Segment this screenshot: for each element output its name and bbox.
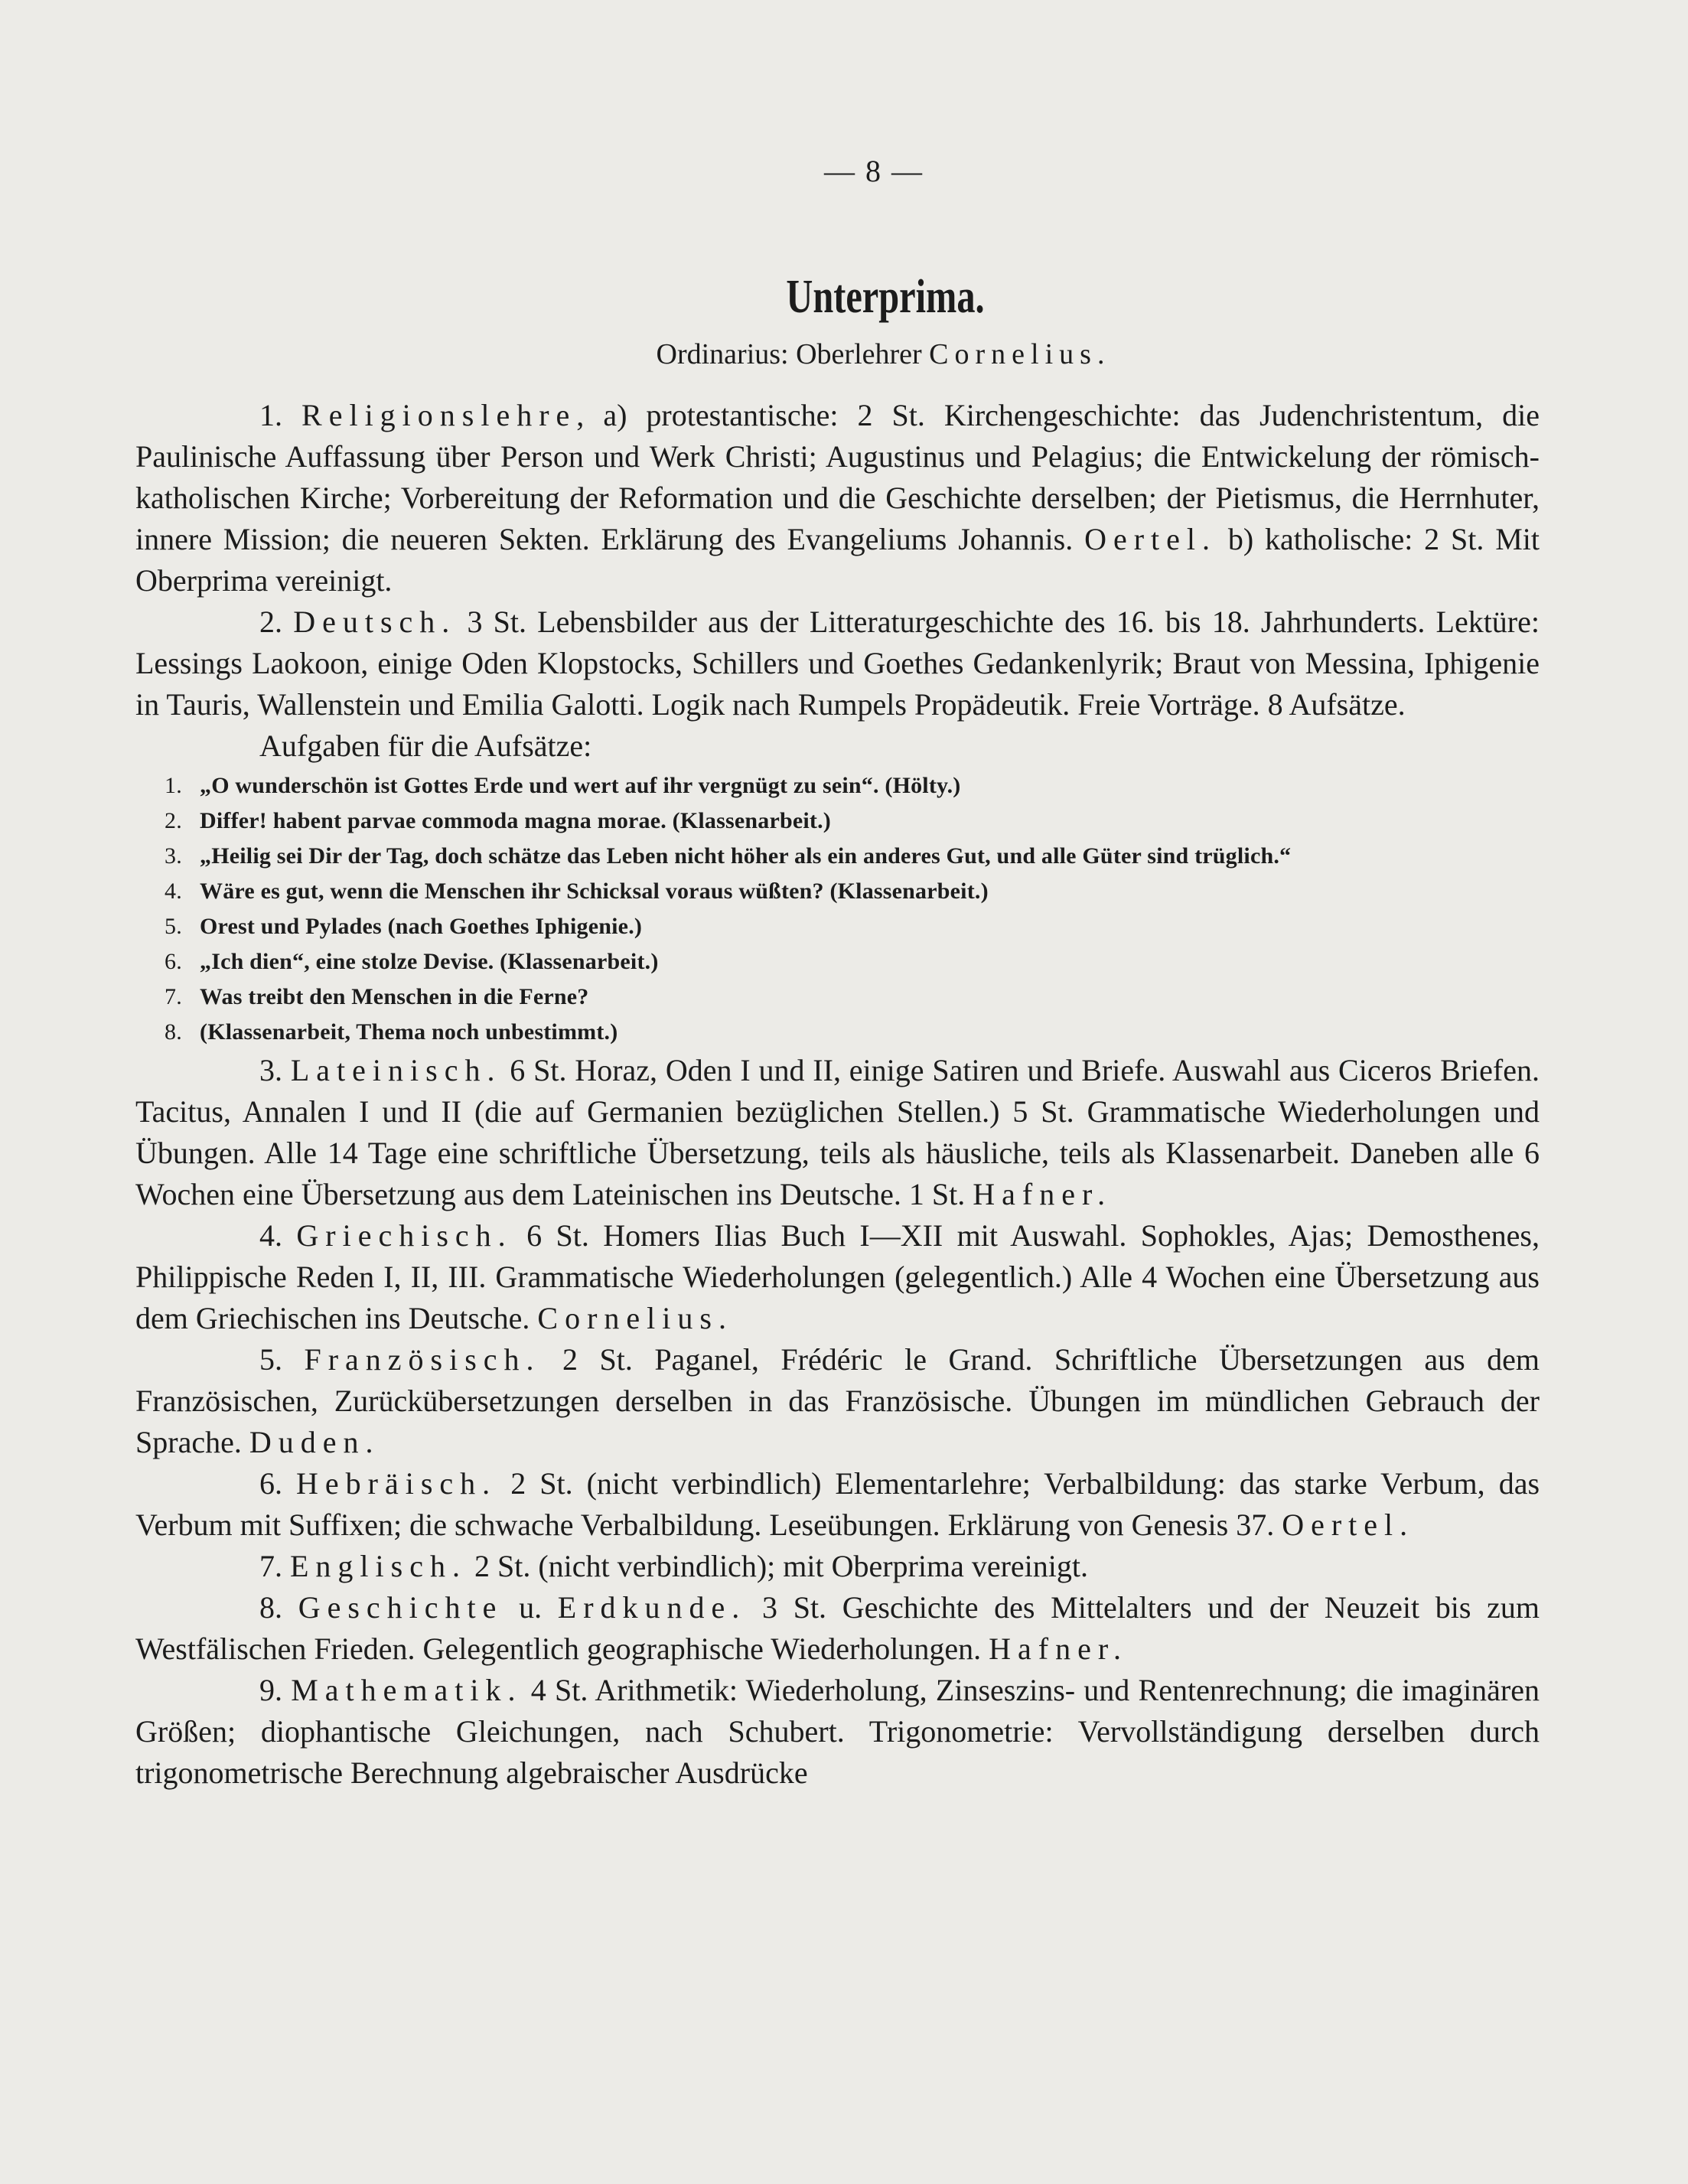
section-text: , a) protestantische: 2 St. Kirchengeschichte: das Judenchristentum, die Paulinische Auffassung über Person und Werk Christi; Augustinus und Pelagius; die Entwickelung der römisch-katholischen Kirche; Vorbereitung der Reformation und die Geschichte derselben; der Pietismus, die Herrnhuter, innere Mission; die neueren Sekten. Erklärung des Evangeliums Johannis. [135,398,1540,556]
list-item: 3. „Heilig sei Dir der Tag, doch schätze das Leben nicht höher als ein anderes Gut, und alle Güter sind trüglich.“ [165,843,1292,869]
teacher-name: Oertel. [1084,522,1217,556]
teacher-name: Cornelius. [537,1301,733,1335]
section-text: 2 St. (nicht verbindlich) Elementarlehre; Verbalbildung: das starke Verbum, das Verbum mit Suffixen; die schwache Verbalbildung. Leseübungen. Erklärung von Genesis 37. [135,1466,1540,1542]
subject-name: Englisch. [290,1549,467,1583]
subject-name: Religionslehre [301,398,577,432]
section-text: 3 St. Lebensbilder aus der Litteraturgeschichte des 16. bis 18. Jahrhunderts. Lektüre: Lessings Laokoon, einige Oden Klopstocks, Schillers und Goethes Gedankenlyrik; Braut von Messina, Iphigenie in Tauris, Wallenstein und Emilia Galotti. Logik nach Rumpels Propädeutik. Freie Vorträge. 8 Aufsätze. [135,605,1540,722]
section-religion [135,395,1540,601]
section-text: 2 St. (nicht verbindlich); mit Oberprima vereinigt. [466,1549,1089,1583]
section-latein [135,1050,1540,1215]
section-number: 4. [259,1218,282,1253]
list-item: 7. Was treibt den Menschen in die Ferne? [165,984,589,1009]
section-number: 9. [259,1673,282,1707]
section-number: 7. [259,1549,282,1583]
subject-name: Hebräisch. [296,1466,497,1501]
list-item: 8. (Klassenarbeit, Thema noch unbestimmt.) [165,1019,618,1045]
section-hebraeisch [135,1463,1540,1546]
section-number: 3. [259,1053,282,1087]
subject-name: Mathematik. [291,1673,523,1707]
section-mathematik [135,1670,1540,1794]
section-number: 8. [259,1590,282,1625]
subject-name: Französisch. [304,1342,541,1377]
list-item: 4. Wäre es gut, wenn die Menschen ihr Schicksal voraus wüßten? (Klassenarbeit.) [165,878,989,904]
section-text: 6 St. Homers Ilias Buch I—XII mit Auswahl. Sophokles, Ajas; Demosthenes, Philippische Reden I, II, III. Grammatische Wiederholungen (gelegentlich.) Alle 4 Wochen eine Übersetzung aus dem Griechischen ins Deutsche. [135,1218,1540,1335]
list-item: 1. „O wunderschön ist Gottes Erde und wert auf ihr vergnügt zu sein“. (Hölty.) [165,773,961,798]
section-text-2: b) katholische: 2 St. Mit Oberprima vereinigt. [135,522,1540,598]
teacher-name: Duden. [249,1425,380,1459]
list-item: 5. Orest und Pylades (nach Goethes Iphigenie.) [165,914,643,939]
section-text: 3 St. Geschichte des Mittelalters und der Neuzeit bis zum Westfälischen Frieden. Gelegentlich geographische Wiederholungen. [135,1590,1540,1666]
page-title: Unterprima. [786,271,985,323]
subject-name: Geschichte [298,1590,503,1625]
section-franzoesisch [135,1339,1540,1463]
list-item: 2. Differ! habent parvae commoda magna morae. (Klassenarbeit.) [165,808,831,833]
ordinarius-label: Ordinarius: Oberlehrer [656,338,922,370]
teacher-name: Hafner. [973,1177,1113,1211]
essay-topics-list [135,768,1540,1050]
section-text: 4 St. Arithmetik: Wiederholung, Zinseszins- und Rentenrechnung; die imaginären Größen; diophantische Gleichungen, nach Schubert. Trigonometrie: Vervollständigung derselben durch trigonometrische Berechnung algebraischer Ausdrücke [135,1673,1540,1790]
subject-conjunction: u. [503,1590,558,1625]
subject-name: Griechisch. [296,1218,513,1253]
section-number: 6. [259,1466,282,1501]
section-number: 2. [259,605,282,639]
section-number: 1. [259,398,282,432]
section-deutsch [135,601,1540,725]
teacher-name: Hafner. [989,1631,1128,1666]
subject-name: Deutsch. [293,605,457,639]
section-text: 2 St. Paganel, Frédéric le Grand. Schriftliche Übersetzungen aus dem Französischen, Zurückübersetzungen derselben in das Französische. Übungen im mündlichen Gebrauch der Sprache. [135,1342,1540,1459]
section-griechisch [135,1215,1540,1339]
section-englisch [135,1546,1540,1587]
section-text: 6 St. Horaz, Oden I und II, einige Satiren und Briefe. Auswahl aus Ciceros Briefen. Tacitus, Annalen I und II (die auf Germanien bezüglichen Stellen.) 5 St. Grammatische Wiederholungen und Übungen. Alle 14 Tage eine schriftliche Übersetzung, teils als häusliche, teils als Klassenarbeit. Daneben alle 6 Wochen eine Übersetzung aus dem Lateinischen ins Deutsche. 1 St. [135,1053,1540,1211]
page-number: — 8 — [824,154,924,188]
ordinarius-name: Cornelius. [929,338,1111,370]
subject-name: Lateinisch. [290,1053,502,1087]
essay-topics-heading: Aufgaben für die Aufsätze: [259,729,592,763]
subject-name-2: Erdkunde. [557,1590,747,1625]
list-item: 6. „Ich dien“, eine stolze Devise. (Klassenarbeit.) [165,949,659,974]
ordinarius-line [227,334,1540,375]
teacher-name: Oertel. [1282,1508,1415,1542]
page-content [135,153,1540,1794]
section-geschichte [135,1587,1540,1670]
section-number: 5. [259,1342,282,1377]
